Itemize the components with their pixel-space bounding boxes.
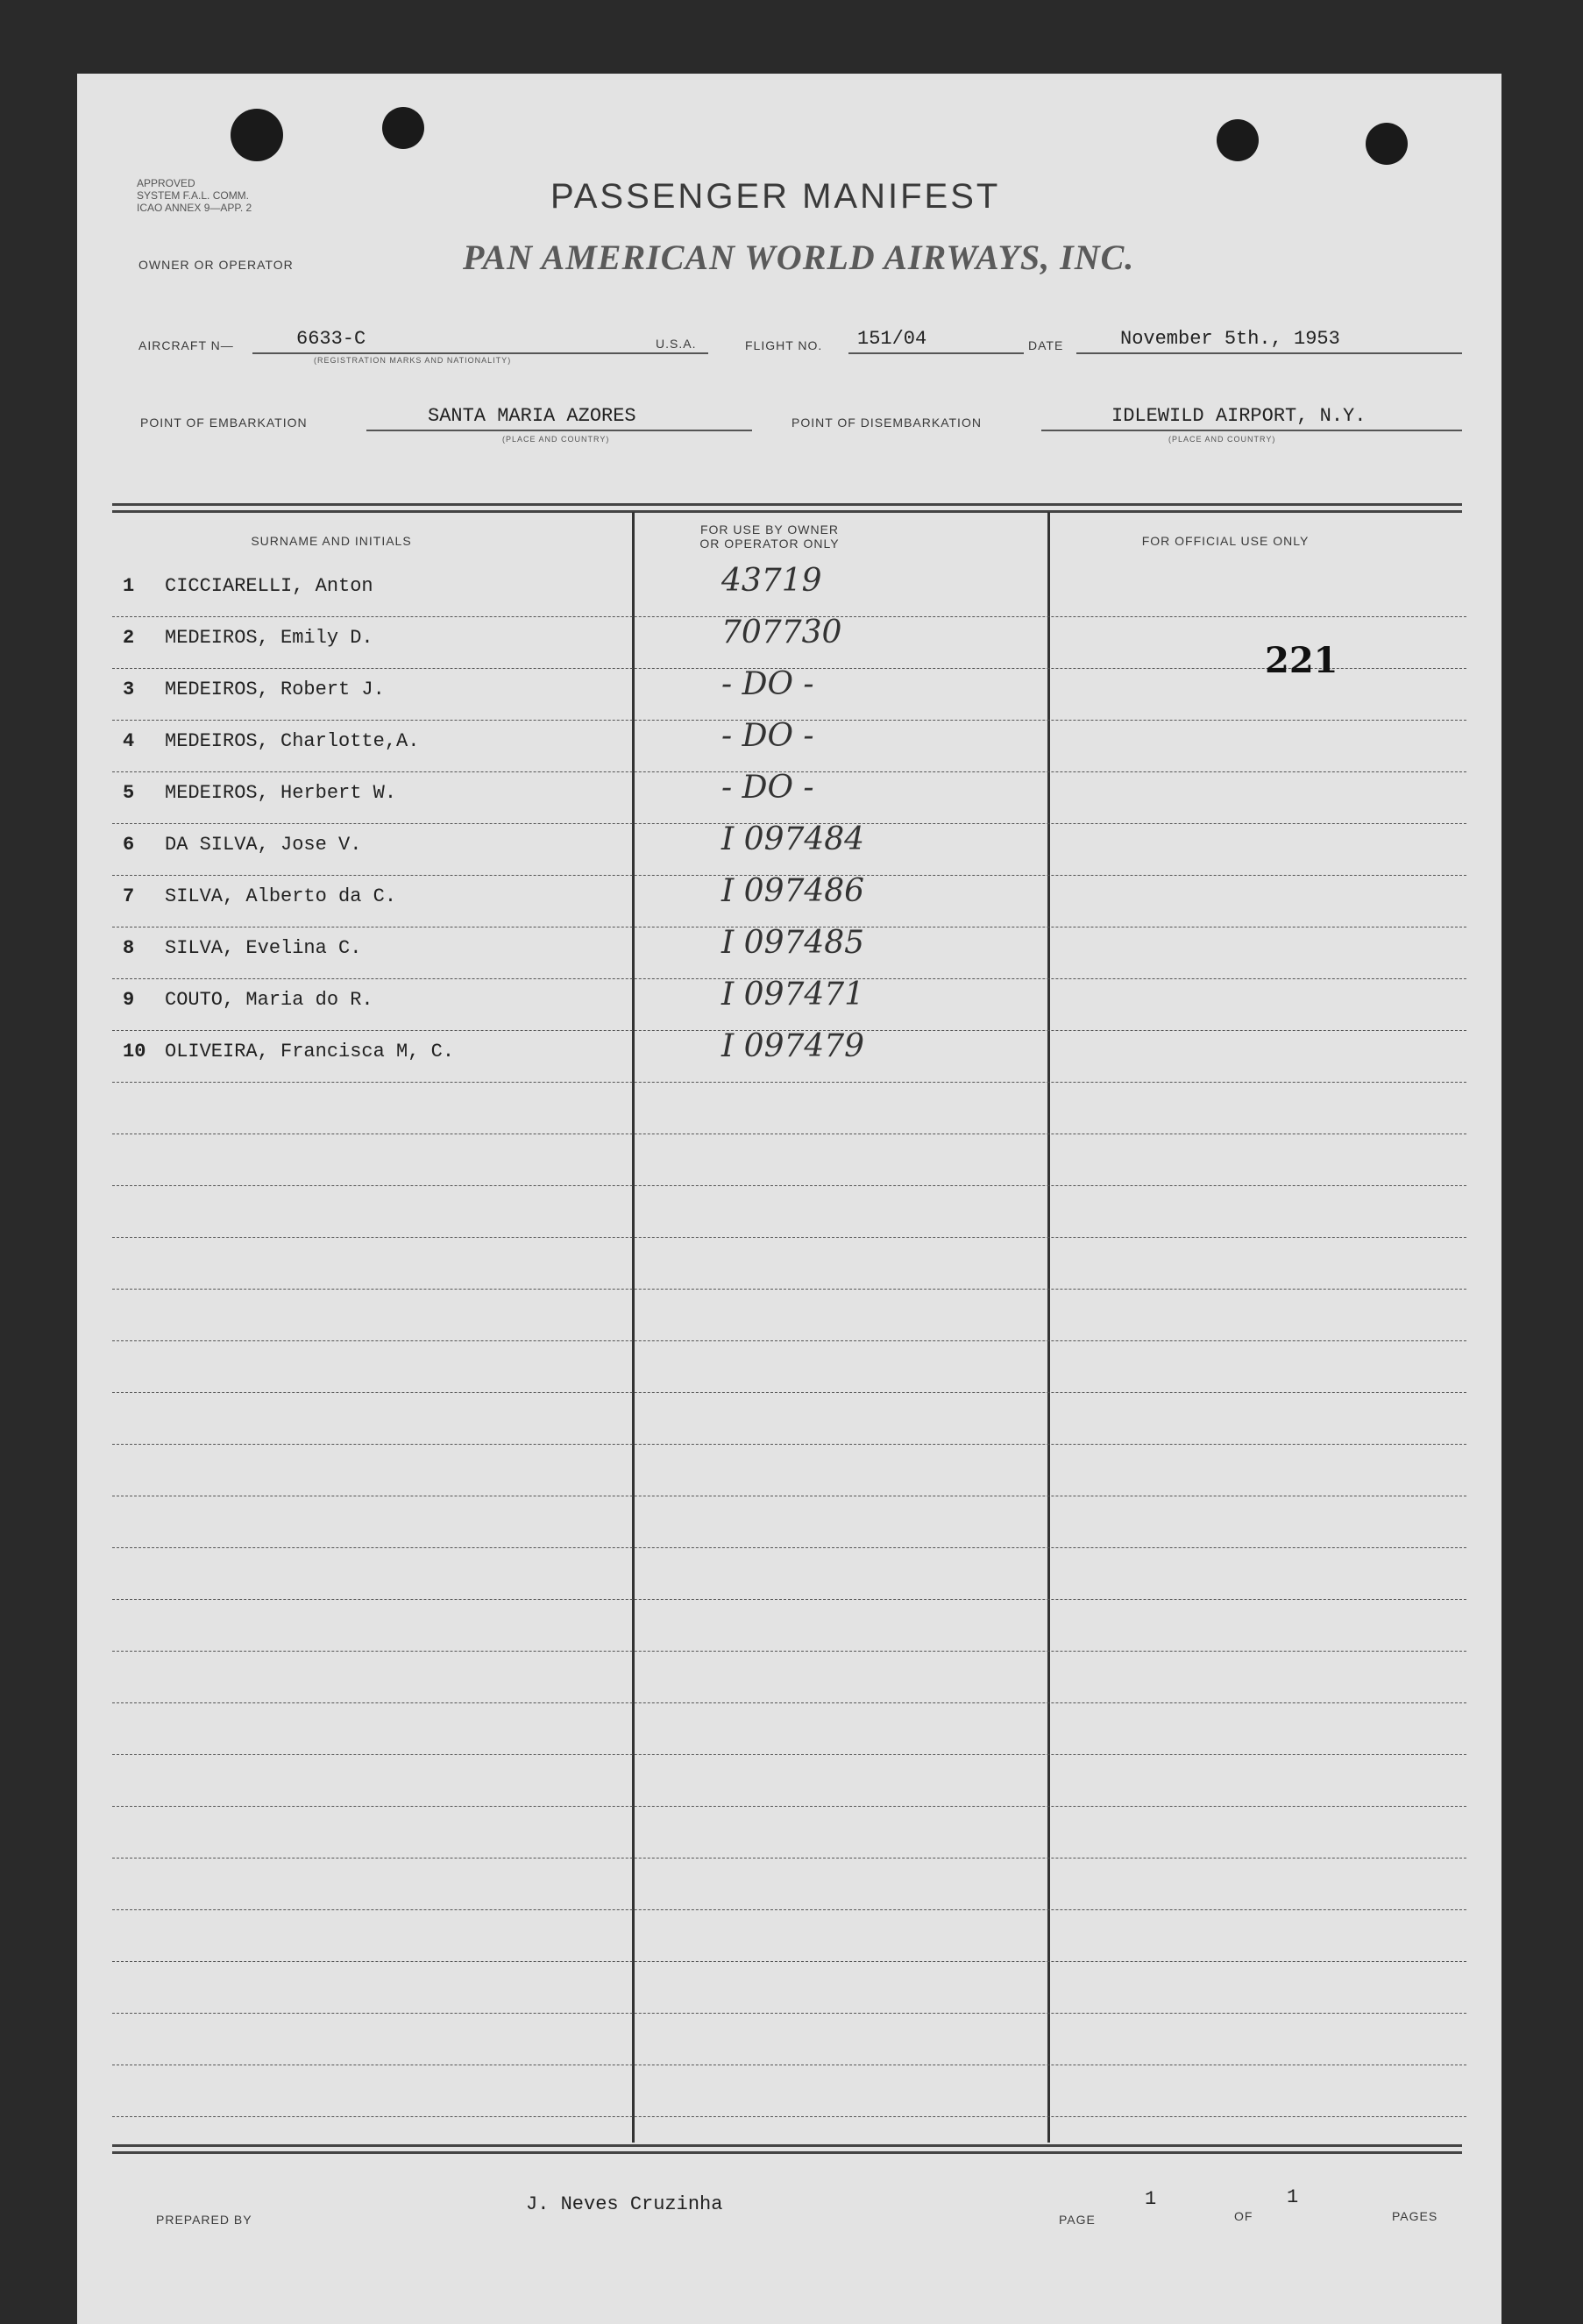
operator-reference: - DO - <box>721 770 814 806</box>
approval-note <box>137 177 252 214</box>
table-row-line <box>112 1340 1466 1341</box>
punch-hole <box>382 107 424 149</box>
col-official-header: FOR OFFICIAL USE ONLY <box>1141 534 1310 548</box>
passenger-name: CICCIARELLI, Anton <box>165 575 373 597</box>
table-row-line <box>112 1651 1466 1652</box>
table-bottom-rule <box>112 2151 1462 2154</box>
aircraft-sub: (REGISTRATION MARKS AND NATIONALITY) <box>314 356 512 365</box>
passenger-name: COUTO, Maria do R. <box>165 989 373 1011</box>
operator-reference: - DO - <box>721 718 814 754</box>
pages-label: PAGES <box>1392 2209 1438 2223</box>
table-row-line <box>112 1702 1466 1703</box>
operator-name: PAN AMERICAN WORLD AIRWAYS, INC. <box>463 238 1135 277</box>
column-divider <box>1047 512 1050 2143</box>
operator-reference: I 097484 <box>721 821 865 857</box>
manifest-sheet <box>77 74 1501 2324</box>
flight-label: FLIGHT NO. <box>745 338 823 352</box>
row-number: 3 <box>123 679 135 700</box>
row-number: 7 <box>123 885 135 907</box>
approval-line: ICAO ANNEX 9—APP. 2 <box>137 202 252 214</box>
embark-sub: (PLACE AND COUNTRY) <box>502 435 610 444</box>
country-label: U.S.A. <box>656 337 697 351</box>
operator-reference: I 097486 <box>721 873 865 909</box>
flight-value: 151/04 <box>857 328 927 350</box>
operator-reference: I 097471 <box>721 977 865 1013</box>
table-row-line <box>112 1082 1466 1083</box>
embark-value: SANTA MARIA AZORES <box>428 405 636 427</box>
table-row-line <box>112 1547 1466 1548</box>
table-row-line <box>112 1754 1466 1755</box>
embark-label: POINT OF EMBARKATION <box>140 416 308 430</box>
date-label: DATE <box>1028 338 1064 352</box>
table-top-rule <box>112 510 1462 513</box>
date-value: November 5th., 1953 <box>1120 328 1340 350</box>
table-row-line <box>112 1599 1466 1600</box>
col-surname-header: SURNAME AND INITIALS <box>251 534 412 548</box>
table-row-line <box>112 1289 1466 1290</box>
table-top-rule <box>112 503 1462 506</box>
passenger-name: OLIVEIRA, Francisca M, C. <box>165 1041 455 1063</box>
passenger-name: MEDEIROS, Robert J. <box>165 679 385 700</box>
operator-reference: - DO - <box>721 666 814 702</box>
prepared-by-value: J. Neves Cruzinha <box>526 2193 723 2215</box>
col-owner-header-line: FOR USE BY OWNER <box>699 522 840 537</box>
operator-reference: 707730 <box>721 615 842 650</box>
operator-reference: 43719 <box>721 563 822 599</box>
prepared-by-label: PREPARED BY <box>156 2213 252 2227</box>
official-number: 221 <box>1265 640 1338 681</box>
table-row-line <box>112 2116 1466 2117</box>
column-divider <box>632 512 635 2143</box>
table-row-line <box>112 1392 1466 1393</box>
operator-reference: I 097485 <box>721 925 865 961</box>
col-owner-header-line: OR OPERATOR ONLY <box>699 537 840 551</box>
punch-hole <box>1366 123 1408 165</box>
row-number: 10 <box>123 1041 146 1063</box>
disembark-sub: (PLACE AND COUNTRY) <box>1168 435 1276 444</box>
of-label: OF <box>1234 2209 1253 2223</box>
table-row-line <box>112 1806 1466 1807</box>
row-number: 6 <box>123 834 135 856</box>
table-row-line <box>112 1909 1466 1910</box>
page-label: PAGE <box>1059 2213 1096 2227</box>
table-row-line <box>112 2013 1466 2014</box>
disembark-value: IDLEWILD AIRPORT, N.Y. <box>1111 405 1366 427</box>
row-number: 8 <box>123 937 135 959</box>
operator-reference: I 097479 <box>721 1028 865 1064</box>
aircraft-label: AIRCRAFT N— <box>138 338 234 352</box>
owner-label: OWNER OR OPERATOR <box>138 258 294 272</box>
punch-hole <box>1217 119 1259 161</box>
aircraft-value: 6633-C <box>296 328 366 350</box>
row-number: 1 <box>123 575 135 597</box>
passenger-name: SILVA, Evelina C. <box>165 937 362 959</box>
approval-line: APPROVED <box>137 177 195 189</box>
row-number: 5 <box>123 782 135 804</box>
table-row-line <box>112 1237 1466 1238</box>
passenger-name: MEDEIROS, Herbert W. <box>165 782 397 804</box>
table-bottom-rule <box>112 2144 1462 2147</box>
page-value: 1 <box>1145 2188 1157 2210</box>
row-number: 2 <box>123 627 135 649</box>
punch-hole <box>231 109 283 161</box>
passenger-name: DA SILVA, Jose V. <box>165 834 362 856</box>
page-title: PASSENGER MANIFEST <box>550 177 1001 216</box>
table-row-line <box>112 1444 1466 1445</box>
passenger-name: MEDEIROS, Charlotte,A. <box>165 730 420 752</box>
passenger-name: SILVA, Alberto da C. <box>165 885 397 907</box>
col-owner-header <box>638 522 901 551</box>
disembark-label: POINT OF DISEMBARKATION <box>792 416 982 430</box>
row-number: 4 <box>123 730 135 752</box>
approval-line: SYSTEM F.A.L. COMM. <box>137 189 250 202</box>
of-value: 1 <box>1287 2186 1299 2208</box>
row-number: 9 <box>123 989 135 1011</box>
table-row-line <box>112 1185 1466 1186</box>
passenger-name: MEDEIROS, Emily D. <box>165 627 373 649</box>
table-row-line <box>112 1961 1466 1962</box>
